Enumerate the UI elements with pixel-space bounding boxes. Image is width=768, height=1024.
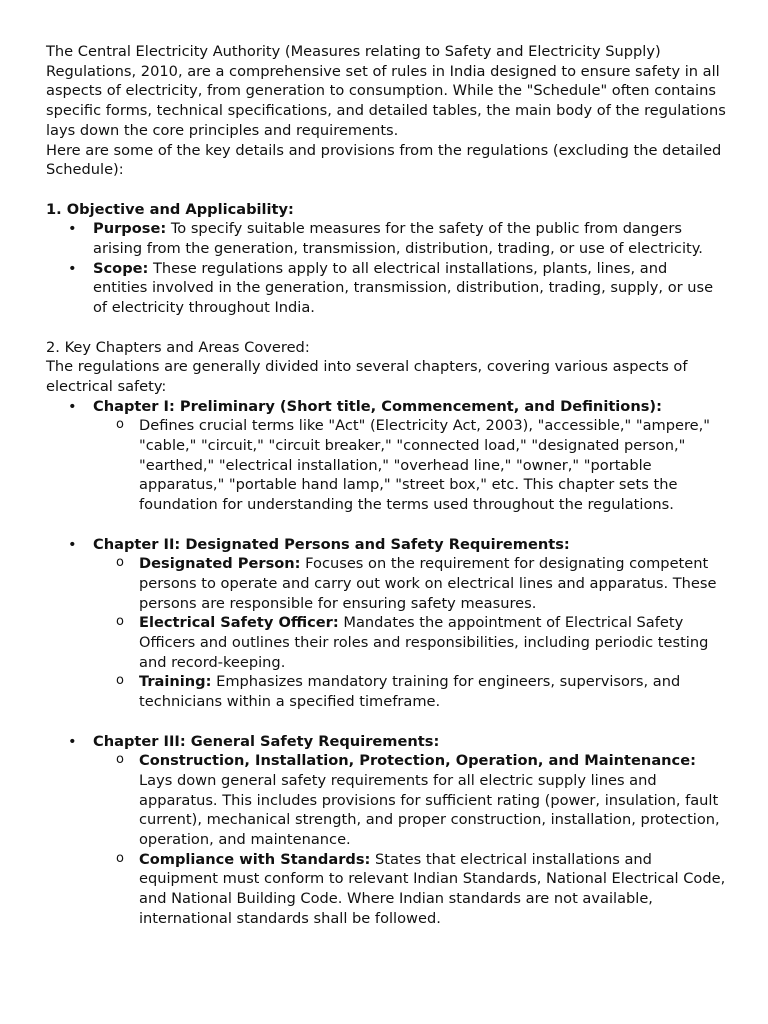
item-text: To specify suitable measures for the safety of the public from dangers arising from the generation, transmission, distribution, trading, or use of electricity. xyxy=(93,220,703,258)
chapter-item xyxy=(46,535,726,555)
sub-list-item xyxy=(46,613,726,672)
list-item xyxy=(46,259,726,318)
bullet-icon: • xyxy=(68,397,77,415)
chapter-title: Chapter I: Preliminary (Short title, Commencement, and Definitions): xyxy=(93,397,662,415)
chapter-item xyxy=(46,397,726,417)
item-text: These regulations apply to all electrical installations, plants, lines, and entities involved in the generation, transmission, distribution, trading, supply, or use of electricity throughout India. xyxy=(93,259,714,317)
item-label: Purpose: xyxy=(93,220,167,238)
item-text: Focuses on the requirement for designating competent persons to operate and carry out work on electrical lines and apparatus. These persons are responsible for ensuring safety measures. xyxy=(139,555,717,612)
bullet-list xyxy=(46,219,726,318)
item-text: Defines crucial terms like "Act" (Electricity Act, 2003), "accessible," "ampere," "cable," "circuit," "circuit breaker," "connected load," "designated person," "earthed," "electrical installation," "overhead line," "owner," "portable apparatus," "portable hand lamp," "street box," etc. This chapter sets the foundation for understanding the terms used throughout the regulations. xyxy=(139,417,711,514)
sub-list-item xyxy=(46,850,726,929)
sub-bullet-list xyxy=(46,751,726,928)
item-label: Designated Person: xyxy=(139,555,301,573)
sub-list-item xyxy=(46,554,726,613)
sub-bullet-list xyxy=(46,554,726,712)
item-label: Construction, Installation, Protection, Operation, and Maintenance: xyxy=(139,752,696,770)
bullet-icon: • xyxy=(68,220,77,238)
chapter-list xyxy=(46,397,726,417)
bullet-icon: • xyxy=(68,732,77,750)
section-intro: The regulations are generally divided into several chapters, covering various aspects of electrical safety: xyxy=(46,358,688,395)
document-body xyxy=(46,42,726,929)
chapter-item xyxy=(46,732,726,752)
intro-paragraph: Here are some of the key details and provisions from the regulations (excluding the detailed Schedule): xyxy=(46,141,722,179)
item-text: Lays down general safety requirements for all electric supply lines and apparatus. This includes provisions for sufficient rating (power, insulation, fault current), mechanical strength, and proper construction, installation, protection, operation, and maintenance. xyxy=(139,771,720,849)
item-label: Training: xyxy=(139,673,212,691)
chapter-title: Chapter II: Designated Persons and Safety Requirements: xyxy=(93,535,570,553)
sub-list-item xyxy=(46,416,726,515)
item-text: States that electrical installations and equipment must conform to relevant Indian Standards, National Electrical Code, and National Building Code. Where Indian standards are not available, international standards shall be followed. xyxy=(139,850,726,927)
section-heading: 1. Objective and Applicability: xyxy=(46,200,294,218)
bullet-icon: • xyxy=(68,259,77,277)
sub-bullet-icon: o xyxy=(116,555,124,571)
section-heading: 2. Key Chapters and Areas Covered: xyxy=(46,338,310,356)
sub-bullet-icon: o xyxy=(116,417,124,433)
intro-paragraph: The Central Electricity Authority (Measures relating to Safety and Electricity Supply) Regulations, 2010, are a comprehensive set of rules in India designed to ensure safety in all aspects of electricity, from generation to consumption. While the "Schedule" often contains specific forms, technical specifications, and detailed tables, the main body of the regulations lays down the core principles and requirements. xyxy=(46,43,726,139)
list-item xyxy=(46,219,726,258)
sub-bullet-icon: o xyxy=(116,850,124,866)
item-text: Mandates the appointment of Electrical Safety Officers and outlines their roles and responsibilities, including periodic testing and record-keeping. xyxy=(139,614,709,671)
sub-bullet-icon: o xyxy=(116,673,124,689)
chapter-list xyxy=(46,732,726,752)
item-label: Scope: xyxy=(93,259,149,277)
item-label: Compliance with Standards: xyxy=(139,850,371,868)
chapter-list xyxy=(46,535,726,555)
sub-bullet-icon: o xyxy=(116,752,124,768)
sub-list-item xyxy=(46,672,726,711)
sub-bullet-list xyxy=(46,416,726,515)
item-text: Emphasizes mandatory training for engineers, supervisors, and technicians within a specified timeframe. xyxy=(139,673,681,711)
sub-list-item xyxy=(46,751,726,850)
sub-bullet-icon: o xyxy=(116,614,124,630)
bullet-icon: • xyxy=(68,535,77,553)
chapter-title: Chapter III: General Safety Requirements: xyxy=(93,732,440,750)
item-label: Electrical Safety Officer: xyxy=(139,614,339,632)
